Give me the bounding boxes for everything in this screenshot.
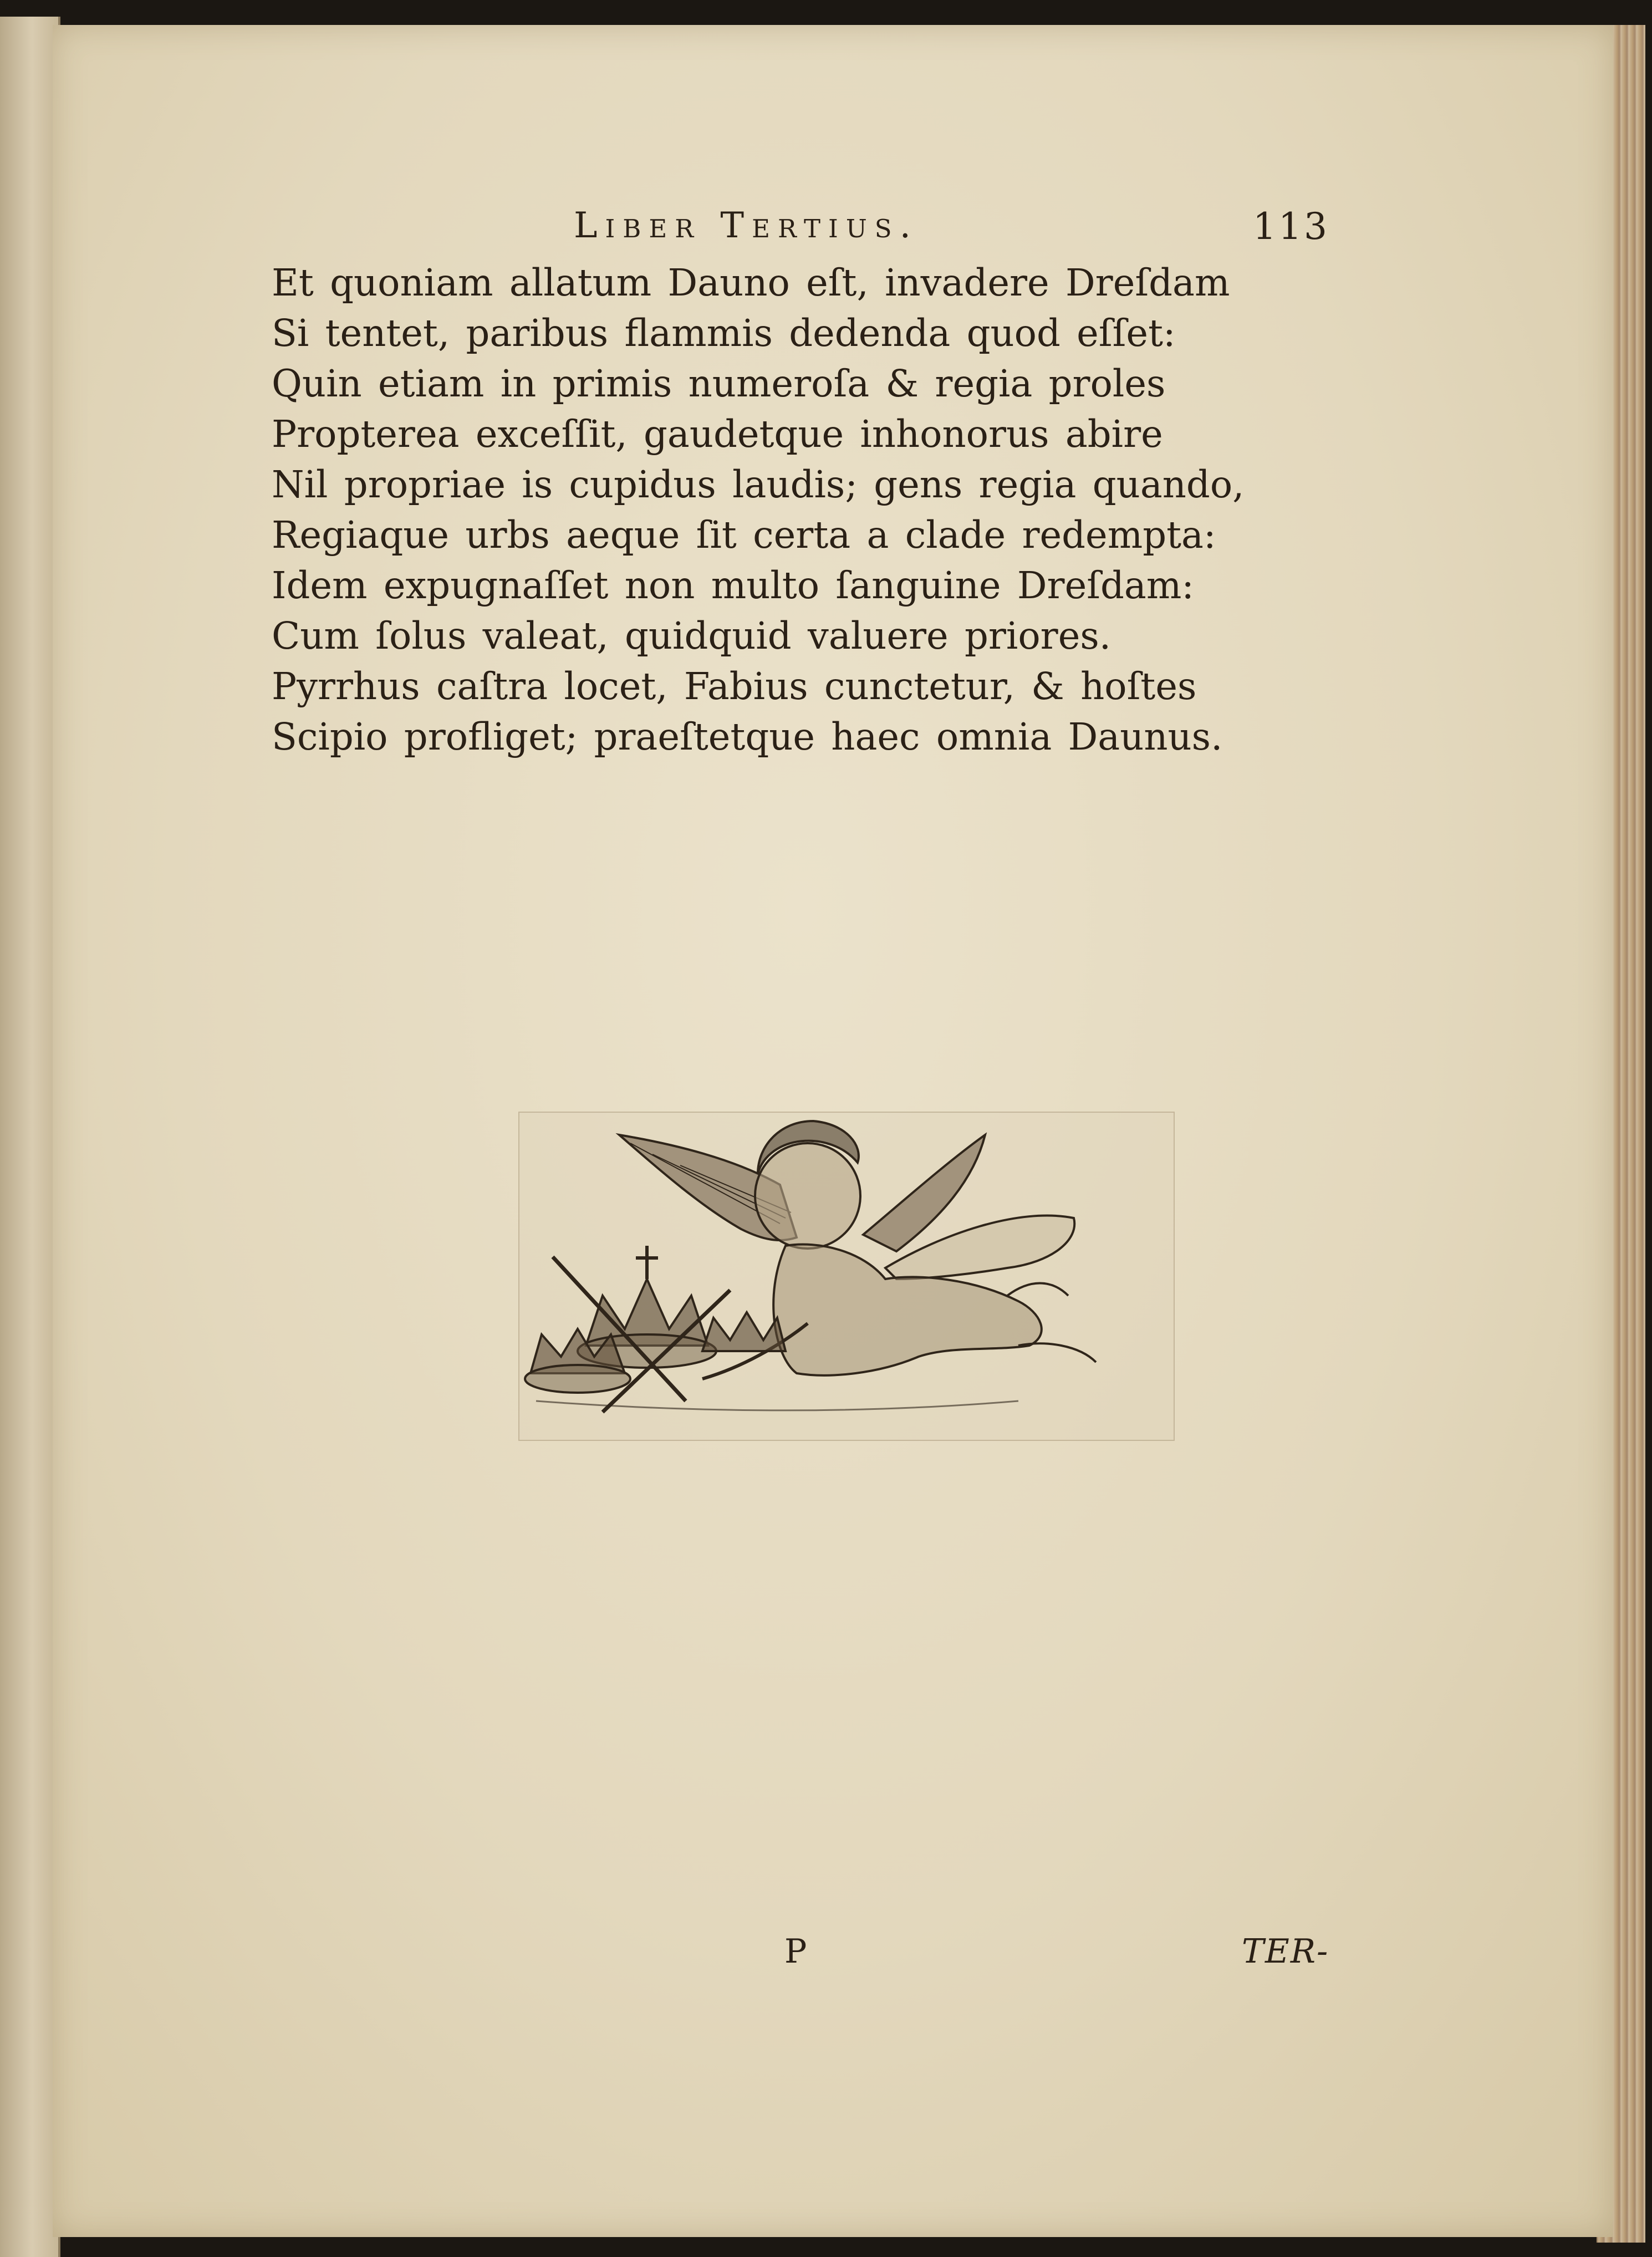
catchword: TER- bbox=[1242, 1932, 1329, 1971]
verse-line: Nil propriae is cupidus laudis; gens regia quando, bbox=[272, 463, 1245, 506]
running-head: Liber Tertius. bbox=[574, 205, 919, 246]
page-text-block bbox=[53, 25, 1613, 2237]
book-page bbox=[53, 25, 1613, 2237]
verse-line: Quin etiam in primis numeroſa & regia proles bbox=[272, 362, 1166, 405]
verse-line: Idem expugnaſſet non multo ſanguine Dreſdam: bbox=[272, 564, 1194, 607]
page-number: 113 bbox=[1253, 205, 1329, 248]
verse-line: Scipio profliget; praeſtetque haec omnia Daunus. bbox=[272, 715, 1223, 758]
verse-line: Si tentet, paribus flammis dedenda quod eſſet: bbox=[272, 312, 1176, 355]
verse-line: Et quoniam allatum Dauno eſt, invadere Dreſdam bbox=[272, 261, 1230, 304]
verse-line: Regiaque urbs aeque ſit certa a clade redempta: bbox=[272, 513, 1216, 557]
putto-vignette bbox=[518, 1112, 1175, 1441]
verse-line: Cum ſolus valeat, quidquid valuere priores. bbox=[272, 614, 1111, 658]
signature-mark: P bbox=[784, 1932, 807, 1971]
putto-ornament-icon bbox=[519, 1113, 1174, 1440]
verse-lines bbox=[272, 258, 1380, 762]
left-page-edge bbox=[0, 17, 60, 2257]
verse-line: Propterea exceſſit, gaudetque inhonorus abire bbox=[272, 412, 1163, 456]
verse-line: Pyrrhus caſtra locet, Fabius cunctetur, & hoſtes bbox=[272, 665, 1197, 708]
